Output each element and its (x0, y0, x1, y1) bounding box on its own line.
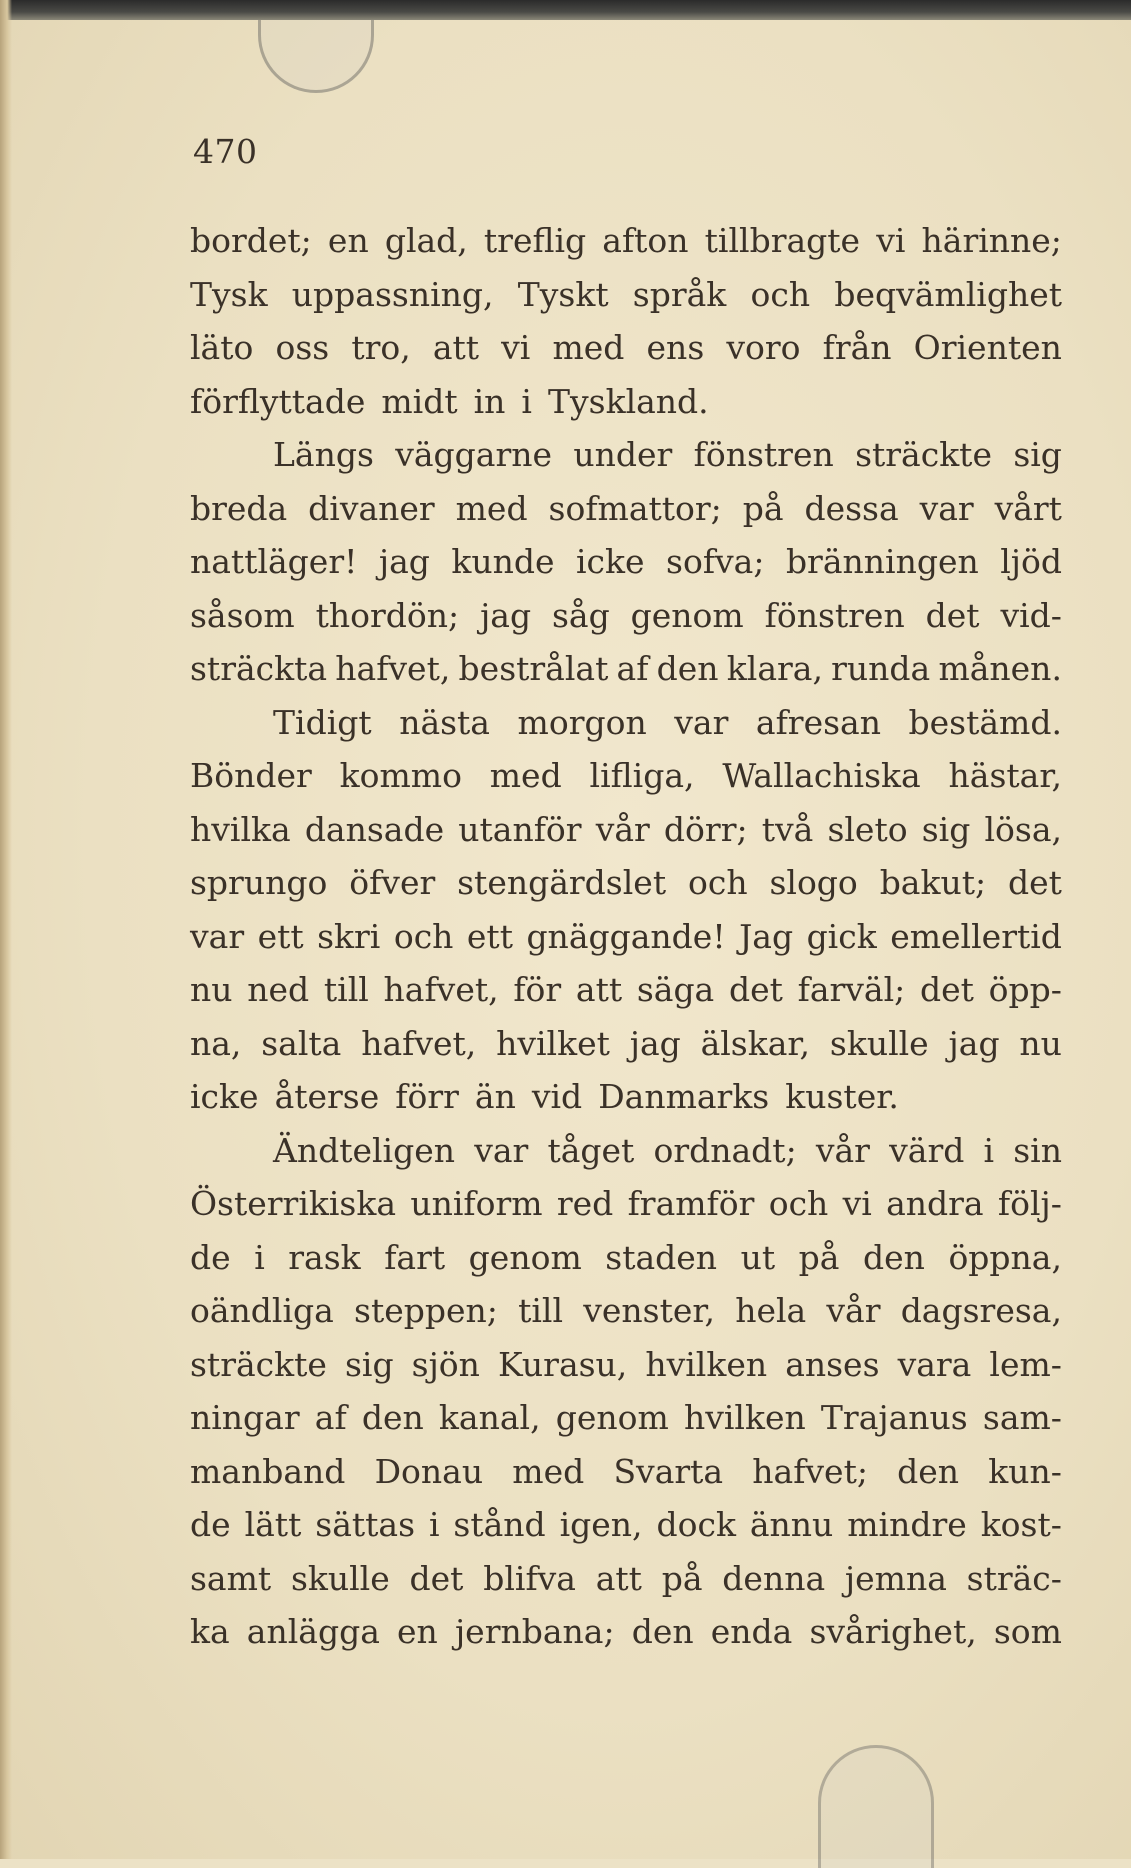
word: med (455, 488, 528, 528)
word: var (474, 1130, 529, 1170)
word: glad, (384, 221, 468, 260)
word: jag (378, 542, 430, 581)
word: Jag (739, 916, 794, 956)
word: på (742, 488, 784, 528)
word: sjön (411, 1344, 480, 1384)
word: Kurasu, (497, 1344, 628, 1384)
text-line (190, 375, 1062, 429)
word: förflyttade (190, 381, 366, 421)
word: följ- (997, 1184, 1062, 1223)
word: kun- (988, 1451, 1062, 1491)
word: än (474, 1077, 516, 1116)
text-line (190, 1231, 1062, 1285)
word: farväl; (797, 970, 906, 1009)
word: genom (630, 595, 744, 635)
word: kunde (451, 542, 555, 581)
word: Ändteligen (273, 1130, 456, 1170)
word: lem- (989, 1344, 1062, 1384)
word: sträckta (190, 649, 328, 688)
word: uniform (410, 1184, 543, 1223)
word: ens (646, 328, 705, 367)
word: som (993, 1612, 1062, 1651)
word: det (1008, 863, 1062, 902)
text-line (190, 1605, 1062, 1659)
word: tillbragte (704, 221, 861, 260)
word: Bönder (190, 756, 312, 795)
word: thordön; (315, 595, 460, 635)
word: hafvet; (752, 1451, 868, 1491)
word: uppassning, (291, 274, 494, 314)
word: ka (190, 1612, 230, 1651)
word: Donau (374, 1451, 484, 1491)
word: vår (815, 1130, 870, 1170)
word: af (314, 1398, 347, 1437)
word: dansade (304, 809, 445, 849)
word: oss (275, 328, 330, 367)
word: treflig (483, 221, 587, 260)
word: dörr; (663, 809, 748, 849)
word: det (919, 970, 974, 1009)
word: och (768, 1184, 829, 1223)
text-line (190, 1070, 1062, 1124)
word: fart (384, 1237, 446, 1277)
word: hästar, (948, 756, 1062, 795)
word: salta (261, 1023, 342, 1063)
word: till (518, 1291, 564, 1330)
word: hvilken (645, 1344, 768, 1384)
word: den (631, 1612, 694, 1651)
word: den (862, 1237, 925, 1277)
word: kommo (339, 756, 462, 795)
word: Tyskt (517, 274, 609, 314)
word: sin (1013, 1130, 1062, 1170)
word: icke (575, 542, 645, 581)
word: Längs (273, 435, 374, 474)
text-line (190, 1124, 1062, 1178)
word: samt (190, 1558, 272, 1598)
word: Tyskland. (547, 381, 709, 421)
text-line (190, 1338, 1062, 1392)
word: sig (344, 1344, 394, 1384)
word: morgon (517, 702, 647, 742)
scan-clip-mark-top (258, 20, 374, 93)
word: oändliga (190, 1291, 334, 1330)
word: na, (190, 1023, 242, 1063)
text-line (190, 1498, 1062, 1552)
word: rask (288, 1237, 361, 1277)
word: kost- (980, 1505, 1062, 1544)
word: mindre (847, 1505, 967, 1544)
word: voro (726, 328, 801, 367)
word: afton (602, 221, 689, 260)
word: sättas (315, 1505, 416, 1544)
word: skri (317, 916, 381, 956)
scan-top-border (0, 0, 1131, 20)
word: gick (806, 916, 877, 956)
word: i (428, 1505, 440, 1544)
word: dagsresa, (900, 1291, 1062, 1330)
word: den (361, 1398, 424, 1437)
word: hvilka (190, 809, 291, 849)
word: i (521, 381, 532, 421)
text-line (190, 1445, 1062, 1499)
text-line (190, 749, 1062, 803)
word: bestrålat (458, 649, 609, 688)
word: sam- (982, 1398, 1062, 1437)
word: gnäggande! (526, 916, 726, 956)
word: i (254, 1237, 265, 1277)
text-line (190, 1391, 1062, 1445)
word: sig (921, 809, 971, 849)
word: de (190, 1237, 231, 1277)
word: af (616, 649, 649, 688)
word: att (432, 328, 480, 367)
word: jag (480, 595, 532, 635)
word: denna (722, 1558, 826, 1598)
word: ut (740, 1237, 776, 1277)
text-line (190, 963, 1062, 1017)
word: Danmarks (598, 1077, 770, 1116)
word: anlägga (246, 1612, 380, 1651)
word: med (512, 1451, 585, 1491)
text-line (190, 535, 1062, 589)
word: beqvämlighet (834, 274, 1062, 314)
text-line (190, 696, 1062, 750)
word: förr (395, 1077, 459, 1116)
word: emellertid (890, 916, 1062, 956)
word: på (798, 1237, 840, 1277)
word: ett (466, 916, 513, 956)
word: ljöd (1000, 542, 1062, 581)
word: nattläger! (190, 542, 358, 581)
word: lätt (244, 1505, 302, 1544)
text-line (190, 482, 1062, 536)
word: fönstren (764, 595, 905, 635)
word: vår (595, 809, 650, 849)
word: fönstren (693, 435, 834, 474)
word: divaner (308, 488, 435, 528)
word: icke (190, 1077, 259, 1116)
word: runda (831, 649, 931, 688)
word: från (822, 328, 892, 367)
word: Orienten (913, 328, 1062, 367)
word: igen, (559, 1505, 643, 1544)
word: sträckte (855, 435, 992, 474)
word: ningar (190, 1398, 300, 1437)
word: klara, (726, 649, 823, 688)
word: jag (629, 1023, 681, 1063)
word: in (473, 381, 506, 421)
word: manband (190, 1451, 346, 1491)
word: tåget (547, 1130, 635, 1170)
word: anses (785, 1344, 880, 1384)
word: breda (190, 488, 288, 528)
word: vi (876, 221, 906, 260)
word: jag (948, 1023, 1000, 1063)
word: kanal, (438, 1398, 541, 1437)
page-left-edge (0, 0, 12, 1859)
word: skulle (290, 1558, 390, 1598)
word: ordnadt; (653, 1130, 797, 1170)
word: nu (1019, 1023, 1062, 1063)
word: Svarta (613, 1451, 724, 1491)
word: på (661, 1558, 703, 1598)
word: stengärdslet (457, 863, 667, 902)
word: vid- (1000, 595, 1062, 635)
word: sprungo (190, 863, 328, 902)
word: det (409, 1558, 464, 1598)
word: Tysk (190, 274, 268, 314)
word: ett (257, 916, 304, 956)
word: lösa, (984, 809, 1062, 849)
word: sleto (827, 809, 908, 849)
text-line (190, 321, 1062, 375)
word: med (552, 328, 625, 367)
word: älskar, (700, 1023, 811, 1063)
word: ännu (749, 1505, 834, 1544)
word: för (513, 970, 562, 1009)
word: afresan (755, 702, 881, 742)
word: och (393, 916, 454, 956)
word: nu (190, 970, 233, 1009)
scan-clip-mark-bottom (818, 1745, 934, 1868)
word: kuster. (785, 1077, 899, 1116)
word: språk (632, 274, 727, 314)
word: skulle (829, 1023, 929, 1063)
word: svårighet, (809, 1612, 977, 1651)
word: var (674, 702, 729, 742)
word: genom (555, 1398, 669, 1437)
text-line (190, 856, 1062, 910)
text-line (190, 214, 1062, 268)
word: i (983, 1130, 995, 1170)
word: bakut; (879, 863, 987, 902)
word: bestämd. (908, 702, 1062, 742)
text-line (190, 642, 1062, 696)
word: hvilket (496, 1023, 610, 1063)
word: vara (897, 1344, 972, 1384)
word: utanför (458, 809, 582, 849)
word: det (728, 970, 783, 1009)
text-line (190, 1177, 1062, 1231)
word: månen. (938, 649, 1062, 688)
word: bordet; (190, 221, 312, 260)
word: hela (735, 1291, 807, 1330)
word: såsom (190, 595, 295, 635)
body-text (190, 214, 1062, 1659)
word: framför (627, 1184, 755, 1223)
word: de (190, 1505, 231, 1544)
word: sig (1013, 435, 1062, 474)
word: sträc- (966, 1558, 1062, 1598)
word: två (761, 809, 814, 849)
word: jernbana; (454, 1612, 615, 1651)
word: vår (826, 1291, 881, 1330)
word: blifva (483, 1558, 576, 1598)
word: dock (656, 1505, 736, 1544)
word: nästa (399, 702, 490, 742)
word: återse (274, 1077, 380, 1116)
text-line (190, 589, 1062, 643)
word: venster, (583, 1291, 716, 1330)
word: att (575, 970, 623, 1009)
word: andra (886, 1184, 984, 1223)
word: steppen; (354, 1291, 498, 1330)
text-line (190, 910, 1062, 964)
word: härinne; (921, 221, 1062, 260)
word: hafvet, (335, 649, 451, 688)
word: den (897, 1451, 960, 1491)
text-line (190, 1017, 1062, 1071)
word: med (489, 756, 562, 795)
word: öfver (349, 863, 436, 902)
word: Trajanus (820, 1398, 968, 1437)
word: vårt (994, 488, 1062, 528)
word: var (919, 488, 974, 528)
word: Wallachiska (722, 756, 921, 795)
word: öppna, (948, 1237, 1062, 1277)
word: det (925, 595, 980, 635)
word: hvilken (683, 1398, 806, 1437)
word: Tidigt (273, 702, 372, 742)
word: genom (468, 1237, 582, 1277)
text-line (190, 428, 1062, 482)
word: den (656, 649, 719, 688)
word: och (687, 863, 748, 902)
word: under (573, 435, 673, 474)
word: midt (381, 381, 458, 421)
page-number: 470 (193, 132, 258, 171)
word: att (595, 1558, 642, 1598)
word: till (323, 970, 369, 1009)
text-line (190, 1552, 1062, 1606)
word: staden (605, 1237, 718, 1277)
word: ned (247, 970, 310, 1009)
word: sträckte (190, 1344, 327, 1384)
word: tro, (351, 328, 411, 367)
word: vi (501, 328, 531, 367)
word: stånd (453, 1505, 546, 1544)
word: sofva; (666, 542, 765, 581)
word: värd (889, 1130, 965, 1170)
word: bränningen (785, 542, 979, 581)
word: öpp- (988, 970, 1062, 1009)
word: lifliga, (589, 756, 695, 795)
text-line (190, 268, 1062, 322)
word: läto (190, 328, 254, 367)
word: väggarne (395, 435, 553, 474)
word: säga (636, 970, 715, 1009)
word: såg (552, 595, 610, 635)
word: vid (531, 1077, 583, 1116)
word: Österrikiska (190, 1184, 397, 1223)
word: en (397, 1612, 438, 1651)
word: sofmattor; (548, 488, 722, 528)
word: slogo (769, 863, 858, 902)
word: enda (710, 1612, 793, 1651)
text-line (190, 1284, 1062, 1338)
word: vi (842, 1184, 872, 1223)
word: hafvet, (361, 1023, 477, 1063)
word: en (327, 221, 369, 260)
word: och (750, 274, 811, 314)
word: red (556, 1184, 614, 1223)
word: dessa (804, 488, 899, 528)
text-line (190, 803, 1062, 857)
word: jemna (844, 1558, 947, 1598)
word: var (190, 916, 245, 956)
word: hafvet, (383, 970, 499, 1009)
